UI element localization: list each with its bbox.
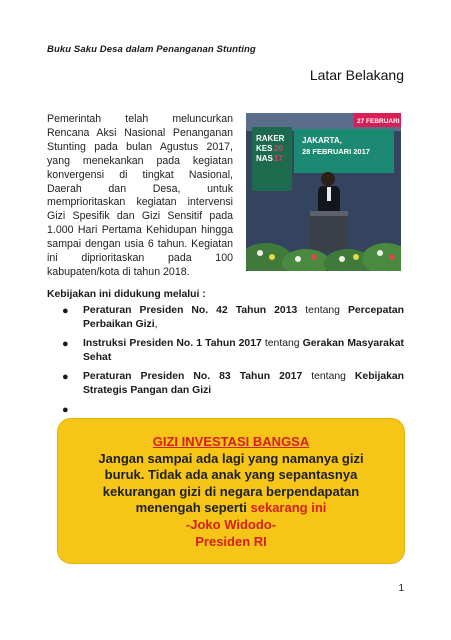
quote-line [58, 500, 404, 517]
policy-subject: Gerakan Masyarakat Sehat [83, 338, 404, 363]
svg-text:20: 20 [274, 144, 283, 153]
bullet-icon: ● [62, 305, 69, 317]
quote-role: Presiden RI [195, 533, 267, 549]
quote-line: kekurangan gizi di negara berpendapatan [102, 483, 360, 499]
policy-subject: Percepatan Perbaikan Gizi [83, 305, 404, 330]
quote-line-normal: menengah seperti [135, 500, 251, 516]
quote-line: buruk. Tidak ada anak yang sepantasnya [104, 467, 358, 483]
list-item [47, 337, 404, 365]
page-number: 1 [398, 583, 404, 594]
policy-tail: , [154, 319, 158, 330]
intro-paragraph: Pemerintah telah meluncurkan Rencana Aksi Nasional Penanganan Stunting pada bulan Agustus 2017, yang menekankan pada kegiatan konvergensi di tingkat Nasional, Daerah dan Desa, untuk memprioritaskan kegiatan intervensi Gizi Spesifik dan Gizi Sensitif pada 1.000 Hari Pertama Kehidupan hingga sampai dengan usia 6 tahun. Kegiatan ini diprioritaskan pada 100 kabupaten/kota di tahun 2018. [47, 113, 233, 278]
quote-line: Jangan sampai ada lagi yang namanya gizi [98, 450, 364, 466]
list-item [47, 403, 404, 417]
event-photo [246, 113, 401, 271]
policy-subject: Kebijakan Strategis Pangan dan Gizi [83, 371, 405, 396]
svg-text:JAKARTA,: JAKARTA, [302, 136, 342, 145]
policy-regulation: Instruksi Presiden No. 1 Tahun 2017 [83, 338, 262, 349]
svg-text:27 FEBRUARI: 27 FEBRUARI [357, 118, 400, 125]
bullet-icon: ● [62, 371, 69, 383]
list-item [47, 304, 404, 332]
quote-author: -Joko Widodo- [185, 516, 277, 532]
policy-list [47, 304, 404, 422]
lead-text: Kebijakan ini didukung melalui : [47, 289, 206, 300]
policy-regulation: Peraturan Presiden No. 42 Tahun 2013 [83, 305, 298, 316]
svg-text:17: 17 [274, 154, 283, 163]
bullet-icon: ● [62, 404, 69, 416]
svg-text:RAKER: RAKER [256, 134, 285, 143]
policy-connector: tentang [302, 371, 355, 382]
quote-box [57, 418, 405, 564]
document-header: Buku Saku Desa dalam Penanganan Stunting [47, 44, 256, 55]
list-item [47, 370, 404, 398]
policy-connector: tentang [261, 338, 303, 349]
policy-connector: tentang [297, 305, 348, 316]
section-title: Latar Belakang [309, 67, 404, 83]
svg-text:KES: KES [256, 144, 273, 153]
bullet-icon: ● [62, 338, 69, 350]
quote-title: GIZI INVESTASI BANGSA [152, 434, 310, 449]
svg-text:NAS: NAS [256, 154, 273, 163]
policy-regulation: Peraturan Presiden No. 83 Tahun 2017 [83, 371, 303, 382]
svg-text:28 FEBRUARI 2017: 28 FEBRUARI 2017 [302, 147, 370, 156]
quote-line-highlight: sekarang ini [250, 500, 327, 516]
